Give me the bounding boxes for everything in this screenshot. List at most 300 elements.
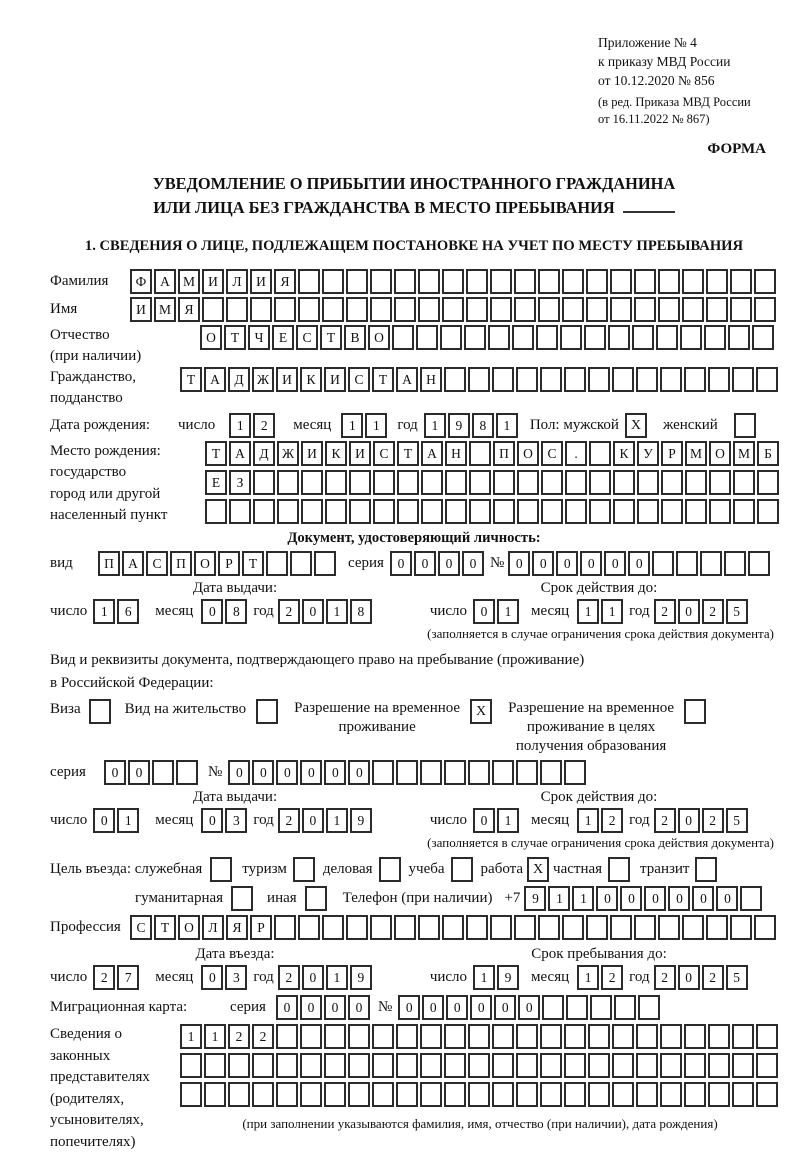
char-cell[interactable] bbox=[516, 1053, 538, 1078]
char-cell[interactable]: Я bbox=[274, 269, 296, 294]
char-cell[interactable]: О bbox=[178, 915, 200, 940]
char-cell[interactable] bbox=[752, 325, 774, 350]
char-cell[interactable]: 1 bbox=[473, 965, 495, 990]
char-cell[interactable] bbox=[684, 1053, 706, 1078]
char-cell[interactable] bbox=[590, 995, 612, 1020]
char-cell[interactable] bbox=[444, 1082, 466, 1107]
char-cell[interactable] bbox=[152, 760, 174, 785]
char-cell[interactable]: Т bbox=[224, 325, 246, 350]
char-cell[interactable] bbox=[396, 1024, 418, 1049]
char-cell[interactable] bbox=[397, 499, 419, 524]
char-cell[interactable] bbox=[612, 1082, 634, 1107]
char-cell[interactable] bbox=[464, 325, 486, 350]
char-cell[interactable] bbox=[346, 915, 368, 940]
sex-female-checkbox[interactable] bbox=[734, 413, 756, 438]
char-cell[interactable] bbox=[290, 551, 312, 576]
char-cell[interactable] bbox=[706, 297, 728, 322]
char-cell[interactable] bbox=[732, 1082, 754, 1107]
char-cell[interactable] bbox=[708, 1082, 730, 1107]
char-cell[interactable] bbox=[660, 367, 682, 392]
char-cell[interactable] bbox=[586, 269, 608, 294]
char-cell[interactable]: 2 bbox=[601, 808, 623, 833]
char-cell[interactable] bbox=[757, 470, 779, 495]
char-cell[interactable] bbox=[276, 1024, 298, 1049]
char-cell[interactable] bbox=[638, 995, 660, 1020]
char-cell[interactable] bbox=[682, 297, 704, 322]
char-cell[interactable]: 1 bbox=[572, 886, 594, 911]
char-cell[interactable]: 8 bbox=[225, 599, 247, 624]
char-cell[interactable] bbox=[564, 367, 586, 392]
char-cell[interactable]: Ж bbox=[252, 367, 274, 392]
char-cell[interactable]: 0 bbox=[470, 995, 492, 1020]
char-cell[interactable]: 0 bbox=[620, 886, 642, 911]
char-cell[interactable]: 2 bbox=[654, 599, 676, 624]
char-cell[interactable] bbox=[492, 1053, 514, 1078]
char-cell[interactable]: 0 bbox=[302, 599, 324, 624]
char-cell[interactable] bbox=[442, 269, 464, 294]
char-cell[interactable]: 1 bbox=[577, 599, 599, 624]
char-cell[interactable] bbox=[253, 470, 275, 495]
char-cell[interactable]: 0 bbox=[604, 551, 626, 576]
char-cell[interactable] bbox=[636, 1082, 658, 1107]
char-cell[interactable] bbox=[492, 1024, 514, 1049]
char-cell[interactable]: Ф bbox=[130, 269, 152, 294]
char-cell[interactable] bbox=[589, 470, 611, 495]
char-cell[interactable] bbox=[658, 915, 680, 940]
char-cell[interactable]: И bbox=[130, 297, 152, 322]
char-cell[interactable]: З bbox=[229, 470, 251, 495]
char-cell[interactable]: 0 bbox=[580, 551, 602, 576]
char-cell[interactable] bbox=[396, 1053, 418, 1078]
char-cell[interactable] bbox=[565, 470, 587, 495]
char-cell[interactable] bbox=[228, 1053, 250, 1078]
char-cell[interactable] bbox=[468, 1053, 490, 1078]
char-cell[interactable] bbox=[613, 499, 635, 524]
char-cell[interactable] bbox=[298, 297, 320, 322]
purpose-tourism-checkbox[interactable] bbox=[293, 857, 315, 882]
char-cell[interactable] bbox=[274, 915, 296, 940]
char-cell[interactable] bbox=[732, 367, 754, 392]
char-cell[interactable] bbox=[614, 995, 636, 1020]
char-cell[interactable] bbox=[468, 760, 490, 785]
char-cell[interactable]: Б bbox=[757, 441, 779, 466]
purpose-official-checkbox[interactable] bbox=[210, 857, 232, 882]
char-cell[interactable]: И bbox=[324, 367, 346, 392]
char-cell[interactable] bbox=[588, 367, 610, 392]
char-cell[interactable] bbox=[301, 470, 323, 495]
char-cell[interactable] bbox=[706, 915, 728, 940]
char-cell[interactable]: 1 bbox=[577, 965, 599, 990]
char-cell[interactable]: 0 bbox=[390, 551, 412, 576]
char-cell[interactable] bbox=[754, 915, 776, 940]
char-cell[interactable]: Р bbox=[218, 551, 240, 576]
char-cell[interactable] bbox=[562, 269, 584, 294]
char-cell[interactable]: 0 bbox=[348, 760, 370, 785]
char-cell[interactable]: 9 bbox=[350, 808, 372, 833]
char-cell[interactable] bbox=[514, 915, 536, 940]
char-cell[interactable]: 0 bbox=[692, 886, 714, 911]
char-cell[interactable]: К bbox=[325, 441, 347, 466]
char-cell[interactable]: 0 bbox=[462, 551, 484, 576]
char-cell[interactable] bbox=[469, 470, 491, 495]
char-cell[interactable] bbox=[488, 325, 510, 350]
char-cell[interactable]: 0 bbox=[644, 886, 666, 911]
char-cell[interactable] bbox=[274, 297, 296, 322]
char-cell[interactable]: М bbox=[178, 269, 200, 294]
char-cell[interactable]: 0 bbox=[678, 599, 700, 624]
char-cell[interactable]: О bbox=[368, 325, 390, 350]
char-cell[interactable] bbox=[442, 915, 464, 940]
char-cell[interactable] bbox=[660, 1024, 682, 1049]
temp-permit-checkbox[interactable]: X bbox=[470, 699, 492, 724]
char-cell[interactable] bbox=[370, 915, 392, 940]
char-cell[interactable] bbox=[444, 760, 466, 785]
char-cell[interactable]: Д bbox=[253, 441, 275, 466]
char-cell[interactable]: 0 bbox=[201, 808, 223, 833]
char-cell[interactable] bbox=[325, 470, 347, 495]
char-cell[interactable] bbox=[444, 367, 466, 392]
char-cell[interactable] bbox=[634, 269, 656, 294]
char-cell[interactable]: . bbox=[565, 441, 587, 466]
char-cell[interactable] bbox=[540, 1024, 562, 1049]
char-cell[interactable] bbox=[732, 1053, 754, 1078]
char-cell[interactable] bbox=[676, 551, 698, 576]
char-cell[interactable] bbox=[754, 297, 776, 322]
char-cell[interactable] bbox=[253, 499, 275, 524]
char-cell[interactable] bbox=[588, 1053, 610, 1078]
char-cell[interactable]: 2 bbox=[228, 1024, 250, 1049]
char-cell[interactable] bbox=[588, 1024, 610, 1049]
char-cell[interactable]: 3 bbox=[225, 808, 247, 833]
char-cell[interactable] bbox=[757, 499, 779, 524]
char-cell[interactable] bbox=[652, 551, 674, 576]
char-cell[interactable] bbox=[180, 1082, 202, 1107]
char-cell[interactable]: 2 bbox=[93, 965, 115, 990]
char-cell[interactable] bbox=[394, 269, 416, 294]
char-cell[interactable] bbox=[516, 1024, 538, 1049]
char-cell[interactable] bbox=[226, 297, 248, 322]
purpose-humanitarian-checkbox[interactable] bbox=[231, 886, 253, 911]
char-cell[interactable] bbox=[538, 297, 560, 322]
char-cell[interactable]: 0 bbox=[678, 965, 700, 990]
char-cell[interactable]: 0 bbox=[422, 995, 444, 1020]
char-cell[interactable] bbox=[541, 499, 563, 524]
char-cell[interactable]: 0 bbox=[508, 551, 530, 576]
char-cell[interactable] bbox=[204, 1082, 226, 1107]
char-cell[interactable] bbox=[636, 1053, 658, 1078]
char-cell[interactable] bbox=[466, 915, 488, 940]
char-cell[interactable]: 0 bbox=[201, 599, 223, 624]
char-cell[interactable] bbox=[748, 551, 770, 576]
char-cell[interactable]: Р bbox=[661, 441, 683, 466]
char-cell[interactable]: 6 bbox=[117, 599, 139, 624]
char-cell[interactable] bbox=[564, 1053, 586, 1078]
char-cell[interactable] bbox=[325, 499, 347, 524]
char-cell[interactable]: И bbox=[250, 269, 272, 294]
char-cell[interactable] bbox=[560, 325, 582, 350]
char-cell[interactable]: 8 bbox=[472, 413, 494, 438]
char-cell[interactable] bbox=[372, 1024, 394, 1049]
char-cell[interactable]: Р bbox=[250, 915, 272, 940]
char-cell[interactable] bbox=[469, 499, 491, 524]
char-cell[interactable] bbox=[589, 499, 611, 524]
char-cell[interactable]: С bbox=[296, 325, 318, 350]
char-cell[interactable]: 0 bbox=[300, 760, 322, 785]
char-cell[interactable]: 0 bbox=[276, 760, 298, 785]
char-cell[interactable]: И bbox=[202, 269, 224, 294]
char-cell[interactable] bbox=[492, 760, 514, 785]
char-cell[interactable] bbox=[418, 297, 440, 322]
char-cell[interactable]: 0 bbox=[446, 995, 468, 1020]
char-cell[interactable] bbox=[396, 1082, 418, 1107]
char-cell[interactable] bbox=[516, 367, 538, 392]
char-cell[interactable] bbox=[589, 441, 611, 466]
char-cell[interactable]: 1 bbox=[117, 808, 139, 833]
char-cell[interactable] bbox=[469, 441, 491, 466]
char-cell[interactable] bbox=[685, 470, 707, 495]
char-cell[interactable] bbox=[540, 1053, 562, 1078]
char-cell[interactable] bbox=[445, 499, 467, 524]
char-cell[interactable]: Н bbox=[445, 441, 467, 466]
char-cell[interactable] bbox=[445, 470, 467, 495]
char-cell[interactable]: 0 bbox=[668, 886, 690, 911]
char-cell[interactable] bbox=[370, 297, 392, 322]
char-cell[interactable]: 5 bbox=[726, 808, 748, 833]
char-cell[interactable] bbox=[708, 1053, 730, 1078]
char-cell[interactable]: Е bbox=[272, 325, 294, 350]
char-cell[interactable]: А bbox=[396, 367, 418, 392]
char-cell[interactable] bbox=[684, 1082, 706, 1107]
char-cell[interactable] bbox=[314, 551, 336, 576]
char-cell[interactable] bbox=[613, 470, 635, 495]
char-cell[interactable]: О bbox=[194, 551, 216, 576]
char-cell[interactable]: 3 bbox=[225, 965, 247, 990]
char-cell[interactable]: 0 bbox=[473, 599, 495, 624]
char-cell[interactable] bbox=[300, 1053, 322, 1078]
char-cell[interactable] bbox=[349, 470, 371, 495]
char-cell[interactable] bbox=[277, 470, 299, 495]
char-cell[interactable]: 2 bbox=[702, 599, 724, 624]
char-cell[interactable]: Я bbox=[226, 915, 248, 940]
char-cell[interactable]: И bbox=[276, 367, 298, 392]
char-cell[interactable] bbox=[372, 1082, 394, 1107]
char-cell[interactable]: 7 bbox=[117, 965, 139, 990]
char-cell[interactable]: К bbox=[300, 367, 322, 392]
char-cell[interactable] bbox=[658, 297, 680, 322]
char-cell[interactable]: 5 bbox=[726, 599, 748, 624]
char-cell[interactable] bbox=[608, 325, 630, 350]
char-cell[interactable] bbox=[516, 1082, 538, 1107]
char-cell[interactable] bbox=[732, 1024, 754, 1049]
char-cell[interactable] bbox=[562, 915, 584, 940]
char-cell[interactable] bbox=[564, 760, 586, 785]
char-cell[interactable] bbox=[540, 1082, 562, 1107]
char-cell[interactable]: 1 bbox=[341, 413, 363, 438]
char-cell[interactable] bbox=[684, 1024, 706, 1049]
char-cell[interactable] bbox=[684, 367, 706, 392]
char-cell[interactable]: О bbox=[709, 441, 731, 466]
char-cell[interactable] bbox=[396, 760, 418, 785]
char-cell[interactable] bbox=[682, 915, 704, 940]
char-cell[interactable] bbox=[656, 325, 678, 350]
char-cell[interactable] bbox=[540, 367, 562, 392]
visa-checkbox[interactable] bbox=[89, 699, 111, 724]
char-cell[interactable] bbox=[420, 1082, 442, 1107]
char-cell[interactable]: 0 bbox=[398, 995, 420, 1020]
char-cell[interactable] bbox=[685, 499, 707, 524]
char-cell[interactable] bbox=[298, 915, 320, 940]
char-cell[interactable] bbox=[421, 470, 443, 495]
purpose-other-checkbox[interactable] bbox=[305, 886, 327, 911]
char-cell[interactable] bbox=[348, 1053, 370, 1078]
char-cell[interactable] bbox=[266, 551, 288, 576]
char-cell[interactable] bbox=[301, 499, 323, 524]
char-cell[interactable]: Т bbox=[320, 325, 342, 350]
char-cell[interactable] bbox=[680, 325, 702, 350]
char-cell[interactable] bbox=[420, 760, 442, 785]
char-cell[interactable] bbox=[346, 269, 368, 294]
char-cell[interactable] bbox=[514, 297, 536, 322]
char-cell[interactable] bbox=[324, 1053, 346, 1078]
char-cell[interactable] bbox=[492, 367, 514, 392]
char-cell[interactable]: 1 bbox=[326, 808, 348, 833]
char-cell[interactable]: 0 bbox=[276, 995, 298, 1020]
char-cell[interactable]: 0 bbox=[438, 551, 460, 576]
char-cell[interactable]: 0 bbox=[556, 551, 578, 576]
char-cell[interactable] bbox=[682, 269, 704, 294]
char-cell[interactable]: А bbox=[204, 367, 226, 392]
sex-male-checkbox[interactable]: X bbox=[625, 413, 647, 438]
char-cell[interactable] bbox=[252, 1053, 274, 1078]
char-cell[interactable]: 0 bbox=[128, 760, 150, 785]
char-cell[interactable] bbox=[612, 1024, 634, 1049]
char-cell[interactable] bbox=[176, 760, 198, 785]
char-cell[interactable] bbox=[322, 297, 344, 322]
char-cell[interactable] bbox=[468, 1082, 490, 1107]
char-cell[interactable]: 0 bbox=[302, 808, 324, 833]
char-cell[interactable]: 2 bbox=[654, 808, 676, 833]
char-cell[interactable]: 0 bbox=[302, 965, 324, 990]
char-cell[interactable] bbox=[468, 1024, 490, 1049]
char-cell[interactable] bbox=[372, 760, 394, 785]
char-cell[interactable]: 0 bbox=[252, 760, 274, 785]
char-cell[interactable] bbox=[276, 1053, 298, 1078]
char-cell[interactable] bbox=[276, 1082, 298, 1107]
char-cell[interactable]: 1 bbox=[497, 599, 519, 624]
purpose-transit-checkbox[interactable] bbox=[695, 857, 717, 882]
char-cell[interactable]: 0 bbox=[324, 760, 346, 785]
char-cell[interactable] bbox=[466, 297, 488, 322]
char-cell[interactable]: 0 bbox=[494, 995, 516, 1020]
char-cell[interactable] bbox=[733, 470, 755, 495]
char-cell[interactable] bbox=[490, 297, 512, 322]
char-cell[interactable] bbox=[202, 297, 224, 322]
char-cell[interactable]: 0 bbox=[93, 808, 115, 833]
char-cell[interactable] bbox=[565, 499, 587, 524]
char-cell[interactable] bbox=[566, 995, 588, 1020]
residence-permit-checkbox[interactable] bbox=[256, 699, 278, 724]
char-cell[interactable]: Л bbox=[226, 269, 248, 294]
char-cell[interactable]: Я bbox=[178, 297, 200, 322]
char-cell[interactable]: М bbox=[154, 297, 176, 322]
purpose-work-checkbox[interactable]: X bbox=[527, 857, 549, 882]
purpose-business-checkbox[interactable] bbox=[379, 857, 401, 882]
char-cell[interactable]: 1 bbox=[93, 599, 115, 624]
char-cell[interactable]: 0 bbox=[518, 995, 540, 1020]
char-cell[interactable] bbox=[418, 269, 440, 294]
char-cell[interactable] bbox=[490, 269, 512, 294]
char-cell[interactable]: П bbox=[98, 551, 120, 576]
char-cell[interactable]: 1 bbox=[601, 599, 623, 624]
char-cell[interactable]: О bbox=[200, 325, 222, 350]
char-cell[interactable]: М bbox=[733, 441, 755, 466]
char-cell[interactable] bbox=[394, 915, 416, 940]
char-cell[interactable]: 0 bbox=[324, 995, 346, 1020]
char-cell[interactable] bbox=[373, 499, 395, 524]
char-cell[interactable]: 2 bbox=[278, 599, 300, 624]
char-cell[interactable]: А bbox=[154, 269, 176, 294]
char-cell[interactable] bbox=[708, 1024, 730, 1049]
char-cell[interactable] bbox=[444, 1053, 466, 1078]
char-cell[interactable] bbox=[700, 551, 722, 576]
char-cell[interactable] bbox=[756, 1053, 778, 1078]
char-cell[interactable]: С bbox=[146, 551, 168, 576]
char-cell[interactable] bbox=[637, 470, 659, 495]
char-cell[interactable] bbox=[612, 367, 634, 392]
char-cell[interactable]: И bbox=[349, 441, 371, 466]
char-cell[interactable] bbox=[517, 470, 539, 495]
char-cell[interactable]: 1 bbox=[365, 413, 387, 438]
char-cell[interactable] bbox=[512, 325, 534, 350]
char-cell[interactable] bbox=[300, 1024, 322, 1049]
char-cell[interactable]: Н bbox=[420, 367, 442, 392]
char-cell[interactable] bbox=[541, 470, 563, 495]
char-cell[interactable] bbox=[397, 470, 419, 495]
char-cell[interactable]: 2 bbox=[252, 1024, 274, 1049]
char-cell[interactable]: 1 bbox=[496, 413, 518, 438]
char-cell[interactable] bbox=[394, 297, 416, 322]
char-cell[interactable]: 1 bbox=[577, 808, 599, 833]
char-cell[interactable] bbox=[204, 1053, 226, 1078]
char-cell[interactable]: 0 bbox=[628, 551, 650, 576]
char-cell[interactable] bbox=[632, 325, 654, 350]
char-cell[interactable] bbox=[610, 915, 632, 940]
char-cell[interactable] bbox=[564, 1024, 586, 1049]
char-cell[interactable] bbox=[205, 499, 227, 524]
char-cell[interactable] bbox=[709, 499, 731, 524]
char-cell[interactable]: 0 bbox=[300, 995, 322, 1020]
char-cell[interactable] bbox=[516, 760, 538, 785]
char-cell[interactable] bbox=[562, 297, 584, 322]
char-cell[interactable] bbox=[730, 915, 752, 940]
char-cell[interactable]: 0 bbox=[678, 808, 700, 833]
char-cell[interactable] bbox=[610, 269, 632, 294]
char-cell[interactable] bbox=[706, 269, 728, 294]
char-cell[interactable]: 9 bbox=[350, 965, 372, 990]
char-cell[interactable] bbox=[466, 269, 488, 294]
char-cell[interactable] bbox=[740, 886, 762, 911]
char-cell[interactable] bbox=[661, 470, 683, 495]
char-cell[interactable] bbox=[588, 1082, 610, 1107]
char-cell[interactable]: У bbox=[637, 441, 659, 466]
char-cell[interactable] bbox=[756, 1082, 778, 1107]
char-cell[interactable]: С bbox=[130, 915, 152, 940]
char-cell[interactable] bbox=[322, 915, 344, 940]
char-cell[interactable] bbox=[661, 499, 683, 524]
char-cell[interactable]: Ж bbox=[277, 441, 299, 466]
char-cell[interactable] bbox=[660, 1053, 682, 1078]
char-cell[interactable] bbox=[724, 551, 746, 576]
